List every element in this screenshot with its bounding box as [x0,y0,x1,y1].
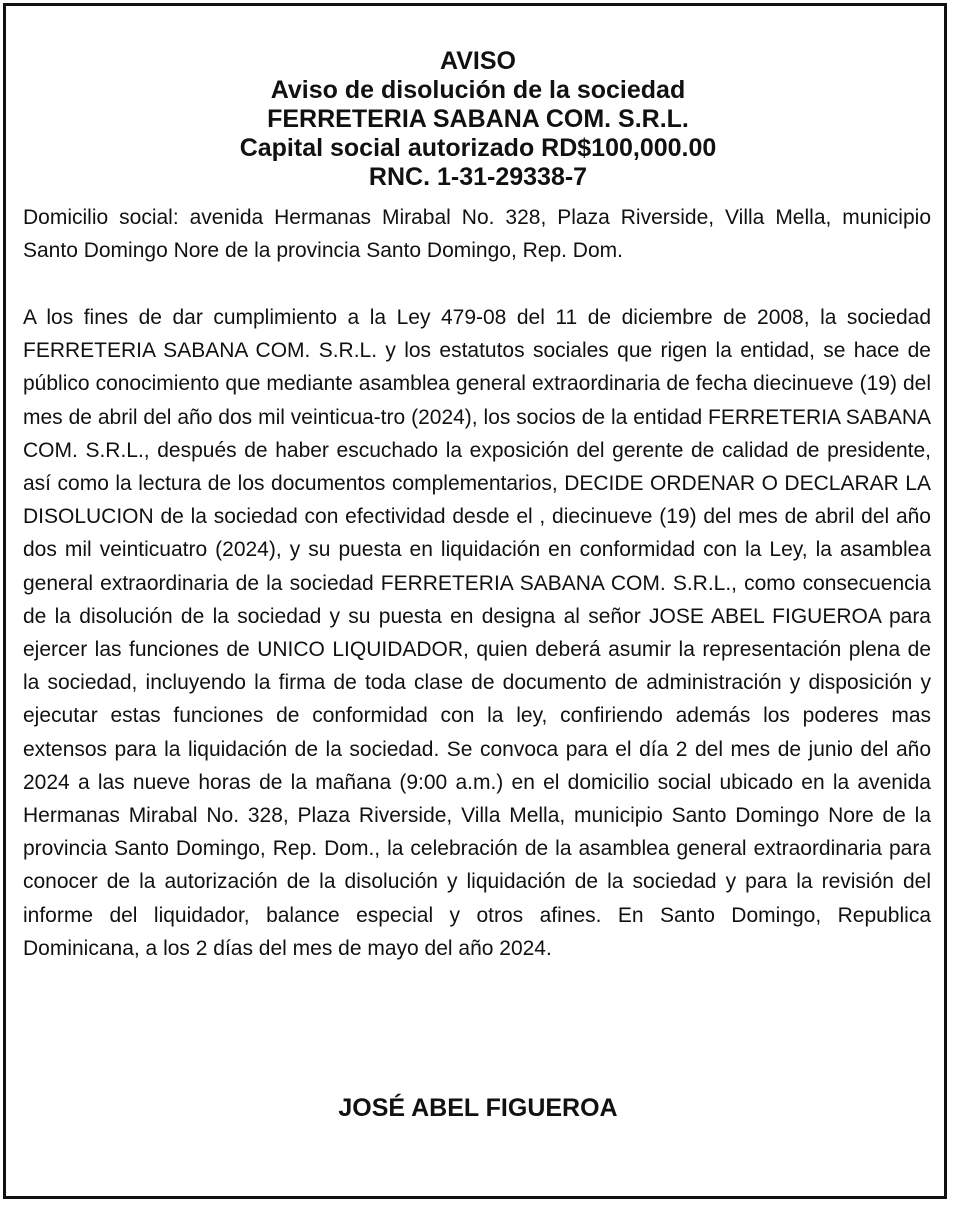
domicile-paragraph: Domicilio social: avenida Hermanas Mirabal No. 328, Plaza Riverside, Villa Mella, municipio Santo Domingo Nore de la provincia Santo Domingo, Rep. Dom. [23,206,931,262]
notice-body-paragraph: A los fines de dar cumplimiento a la Ley 479-08 del 11 de diciembre de 2008, la sociedad FERRETERIA SABANA COM. S.R.L. y los estatutos sociales que rigen la entidad, se hace de público conocimiento que mediante asamblea general extraordinaria de fecha diecinueve (19) del mes de abril del año dos mil veinticua-tro (2024), los socios de la entidad FERRETERIA SABANA COM. S.R.L., después de haber escuchado la exposición del gerente de calidad de presidente, así como la lectura de los documentos complementarios, DECIDE ORDENAR O DECLARAR LA DISOLUCION de la sociedad con efectividad desde el , diecinueve (19) del mes de abril del año dos mil veinticuatro (2024), y su puesta en liquidación en conformidad con la Ley, la asamblea general extraordinaria de la sociedad FERRETERIA SABANA COM. S.R.L., como consecuencia de la disolución de la sociedad y su puesta en designa al señor JOSE ABEL FIGUEROA para ejercer las funciones de UNICO LIQUIDADOR, quien deberá asumir la representación plena de la sociedad, incluyendo la firma de toda clase de documento de administración y disposición y ejecutar estas funciones de conformidad con la ley, confiriendo además los poderes mas extensos para la liquidación de la sociedad. Se convoca para el día 2 del mes de junio del año 2024 a las nueve horas de la mañana (9:00 a.m.) en el domicilio social ubicado en la avenida Hermanas Mirabal No. 328, Plaza Riverside, Villa Mella, municipio Santo Domingo Nore de la provincia Santo Domingo, Rep. Dom., la celebración de la asamblea general extraordinaria para conocer de la autorización de la disolución y liquidación de la sociedad y para la revisión del informe del liquidador, balance especial y otros afines. En Santo Domingo, Republica Dominicana, a los 2 días del mes de mayo del año 2024. [23,306,931,960]
rnc-number: RNC. 1-31-29338-7 [368,163,588,191]
authorized-capital: Capital social autorizado RD$100,000.00 [239,134,717,162]
notice-subtitle: Aviso de disolución de la sociedad [270,76,686,104]
notice-heading: AVISO [440,47,516,75]
notice-frame [3,3,947,1199]
company-name: FERRETERIA SABANA COM. S.R.L. [267,105,689,133]
notice-header [6,47,950,192]
signatory-name: JOSÉ ABEL FIGUEROA [338,1094,618,1122]
